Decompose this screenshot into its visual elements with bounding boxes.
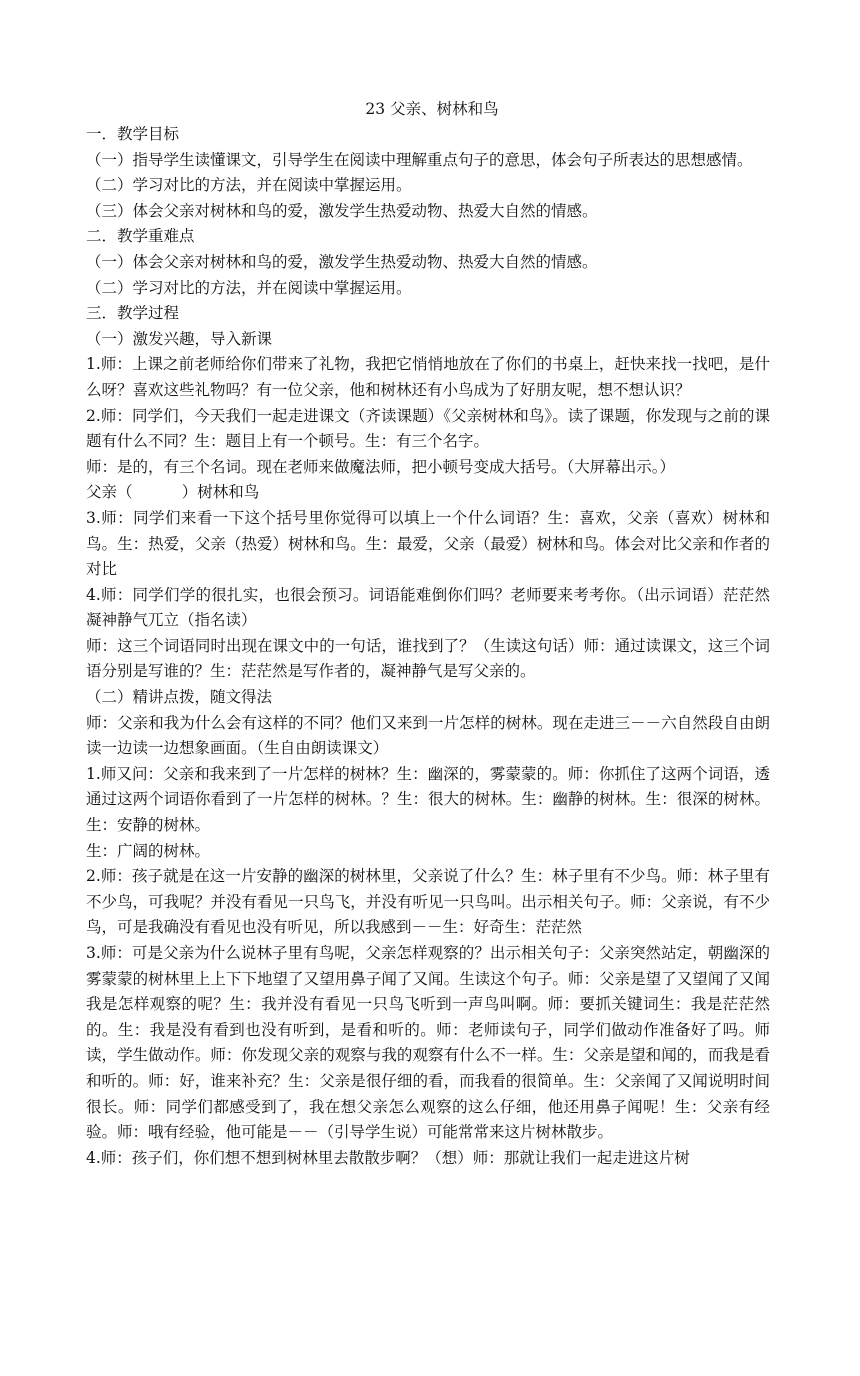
subsection-heading: （二）精讲点拨，随文得法 <box>86 688 273 707</box>
section-heading: 一．教学目标 <box>86 125 180 143</box>
paragraph: 生：广阔的树林。 <box>86 841 211 860</box>
subsection-heading: （一）激发兴趣，导入新课 <box>86 329 273 348</box>
section-heading: 三．教学过程 <box>86 304 180 323</box>
paragraph: 1.师又问：父亲和我来到了一片怎样的树林？生：幽深的，雾蒙蒙的。师：你抓住了这两个词语，透通过这两个词语你看到了一片怎样的树林。？生：很大的树林。生：幽静的树林。生：很深的树林。生：安静的树林。 <box>86 764 770 835</box>
paragraph: 2.师：孩子就是在这一片安静的幽深的树林里，父亲说了什么？生：林子里有不少鸟。师：林子里有不少鸟，可我呢？并没有看见一只鸟飞，并没有听见一只鸟叫。出示相关句子。师：父亲说，有不少鸟，可是我确没有看见也没有听见，所以我感到－－生：好奇生：茫茫然 <box>86 867 770 937</box>
paragraph: （一）指导学生读懂课文，引导学生在阅读中理解重点句子的意思，体会句子所表达的思想感情。 <box>86 150 753 169</box>
document-page <box>86 96 770 1171</box>
paragraph: 师：是的，有三个名词。现在老师来做魔法师，把小顿号变成大括号。（大屏幕出示。） <box>86 457 676 476</box>
paragraph: 3.师：可是父亲为什么说林子里有鸟呢，父亲怎样观察的？出示相关句子：父亲突然站定，朝幽深的雾蒙蒙的树林里上上下下地望了又望用鼻子闻了又闻。生读这个句子。师：父亲是望了又望闻了又闻我是怎样观察的呢？生：我并没有看见一只鸟飞听到一声鸟叫啊。师：要抓关键词生：我是茫茫然的。生：我是没有看到也没有听到，是看和听的。师：老师读句子，同学们做动作准备好了吗。师读，学生做动作。师：你发现父亲的观察与我的观察有什么不一样。生：父亲是望和闻的，而我是看和听的。师：好，谁来补充？生：父亲是很仔细的看，而我看的很简单。生：父亲闻了又闻说明时间很长。师：同学们都感受到了，我在想父亲怎么观察的这么仔细，他还用鼻子闻呢！生：父亲有经验。师：哦有经验，他可能是－－（引导学生说）可能常常来这片树林散步。 <box>86 944 770 1142</box>
paragraph: 4.师：孩子们，你们想不想到树林里去散散步啊？（想）师：那就让我们一起走进这片树 <box>86 1148 690 1167</box>
paragraph: （二）学习对比的方法，并在阅读中掌握运用。 <box>86 278 412 297</box>
paragraph: 4.师：同学们学的很扎实，也很会预习。词语能难倒你们吗？老师要来考考你。（出示词语）茫茫然凝神静气兀立（指名读） <box>86 585 770 630</box>
section-heading: 二．教学重难点 <box>86 227 195 246</box>
paragraph: （三）体会父亲对树林和鸟的爱，激发学生热爱动物、热爱大自然的情感。 <box>86 201 598 220</box>
paragraph: 师：这三个词语同时出现在课文中的一句话，谁找到了？（生读这句话）师：通过读课文，这三个词语分别是写谁的？生：茫茫然是写作者的，凝神静气是写父亲的。 <box>86 636 770 681</box>
paragraph: （二）学习对比的方法，并在阅读中掌握运用。 <box>86 176 412 195</box>
paragraph: 父亲（ ）树林和鸟 <box>86 483 260 502</box>
paragraph: 1.师：上课之前老师给你们带来了礼物，我把它悄悄地放在了你们的书桌上，赶快来找一找吧，是什么呀？喜欢这些礼物吗？有一位父亲，他和树林还有小鸟成为了好朋友呢，想不想认识？ <box>86 355 770 399</box>
paragraph: （一）体会父亲对树林和鸟的爱，激发学生热爱动物、热爱大自然的情感。 <box>86 252 598 271</box>
paragraph: 2.师：同学们，今天我们一起走进课文（齐读课题）《父亲树林和鸟》。读了课题，你发现与之前的课题有什么不同？生：题目上有一个顿号。生：有三个名字。 <box>86 406 770 451</box>
document-title: 23 父亲、树林和鸟 <box>365 100 499 118</box>
paragraph: 师：父亲和我为什么会有这样的不同？他们又来到一片怎样的树林。现在走进三－－六自然段自由朗读一边读一边想象画面。（生自由朗读课文） <box>86 713 770 758</box>
document-body <box>86 122 770 1171</box>
paragraph: 3.师：同学们来看一下这个括号里你觉得可以填上一个什么词语？生：喜欢，父亲（喜欢）树林和鸟。生：热爱，父亲（热爱）树林和鸟。生：最爱，父亲（最爱）树林和鸟。体会对比父亲和作者的对比 <box>86 508 770 579</box>
